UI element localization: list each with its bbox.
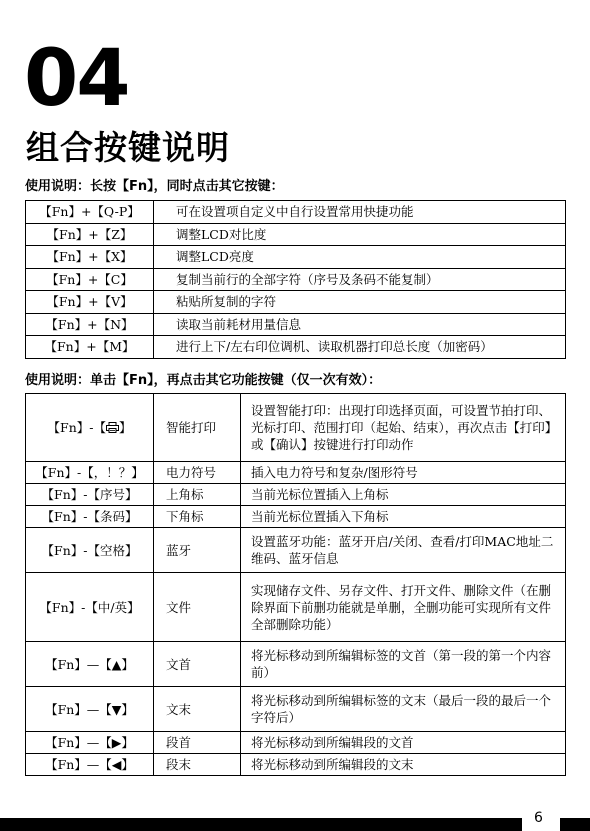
footer-bar-right <box>560 818 590 831</box>
table-row <box>26 484 566 506</box>
key-combo: 【Fn】+【X】 <box>26 246 154 269</box>
table-row <box>26 201 566 224</box>
function-name: 文首 <box>154 642 241 687</box>
key-description: 复制当前行的全部字符（序号及条码不能复制） <box>154 268 566 291</box>
key-description: 进行上下/左右印位调机、读取机器打印总长度（加密码） <box>154 336 566 359</box>
table-row <box>26 268 566 291</box>
key-combo <box>26 394 154 462</box>
key-prefix: 【Fn】-【 <box>47 420 106 435</box>
table-row <box>26 313 566 336</box>
key-combo: 【Fn】+【V】 <box>26 291 154 314</box>
table-row <box>26 754 566 776</box>
function-description: 将光标移动到所编辑标签的文首（第一段的第一个内容前） <box>241 642 566 687</box>
key-combo: 【Fn】-【序号】 <box>26 484 154 506</box>
function-description: 将光标移动到所编辑段的文末 <box>241 754 566 776</box>
function-name: 段首 <box>154 732 241 754</box>
function-description: 设置智能打印：出现打印选择页面，可设置节拍打印、光标打印、范围打印（起始、结束），再次点击【打印】或【确认】按键进行打印动作 <box>241 394 566 462</box>
key-description: 粘贴所复制的字符 <box>154 291 566 314</box>
function-name: 智能打印 <box>154 394 241 462</box>
table-row <box>26 462 566 484</box>
table-row <box>26 291 566 314</box>
function-name: 电力符号 <box>154 462 241 484</box>
function-description: 当前光标位置插入下角标 <box>241 506 566 528</box>
table-row <box>26 336 566 359</box>
key-combo: 【Fn】-【条码】 <box>26 506 154 528</box>
key-description: 读取当前耗材用量信息 <box>154 313 566 336</box>
function-description: 当前光标位置插入上角标 <box>241 484 566 506</box>
function-name: 下角标 <box>154 506 241 528</box>
key-description: 调整LCD对比度 <box>154 223 566 246</box>
usage-note-long-press: 使用说明：长按【Fn】，同时点击其它按键： <box>25 179 284 194</box>
key-description: 调整LCD亮度 <box>154 246 566 269</box>
function-description: 设置蓝牙功能：蓝牙开启/关闭、查看/打印MAC地址二维码、蓝牙信息 <box>241 528 566 573</box>
key-suffix: 】 <box>118 420 132 435</box>
key-combo: 【Fn】+【M】 <box>26 336 154 359</box>
key-combo: 【Fn】—【▲】 <box>26 642 154 687</box>
long-press-shortcut-table <box>25 200 566 359</box>
function-description: 将光标移动到所编辑段的文首 <box>241 732 566 754</box>
key-combo: 【Fn】+【Z】 <box>26 223 154 246</box>
function-description: 插入电力符号和复杂/图形符号 <box>241 462 566 484</box>
printer-icon <box>106 420 119 431</box>
key-combo: 【Fn】+【Q-P】 <box>26 201 154 224</box>
key-combo: 【Fn】-【中/英】 <box>26 573 154 642</box>
fn-function-table <box>25 393 566 776</box>
function-name: 上角标 <box>154 484 241 506</box>
table-row <box>26 573 566 642</box>
function-name: 文末 <box>154 687 241 732</box>
table-row <box>26 246 566 269</box>
function-name: 段末 <box>154 754 241 776</box>
function-name: 文件 <box>154 573 241 642</box>
table-row <box>26 223 566 246</box>
key-combo: 【Fn】+【C】 <box>26 268 154 291</box>
key-combo: 【Fn】+【N】 <box>26 313 154 336</box>
footer-bar <box>0 818 522 831</box>
page-title: 组合按键说明 <box>26 128 230 167</box>
function-description: 实现储存文件、另存文件、打开文件、删除文件（在删除界面下前删功能就是单删，全删功能可实现所有文件全部删除功能） <box>241 573 566 642</box>
table-row <box>26 687 566 732</box>
table-row <box>26 732 566 754</box>
table-row <box>26 528 566 573</box>
key-combo: 【Fn】—【◀】 <box>26 754 154 776</box>
function-name: 蓝牙 <box>154 528 241 573</box>
key-combo: 【Fn】—【▼】 <box>26 687 154 732</box>
usage-note-single-press: 使用说明：单击【Fn】，再点击其它功能按键（仅一次有效）： <box>25 373 382 388</box>
table-row <box>26 642 566 687</box>
function-description: 将光标移动到所编辑标签的文末（最后一段的最后一个字符后） <box>241 687 566 732</box>
key-description: 可在设置项自定义中自行设置常用快捷功能 <box>154 201 566 224</box>
key-combo: 【Fn】-【，！？】 <box>26 462 154 484</box>
chapter-number: 04 <box>24 34 129 124</box>
key-combo: 【Fn】—【▶】 <box>26 732 154 754</box>
table-row <box>26 394 566 462</box>
page-number: 6 <box>534 810 543 826</box>
key-combo: 【Fn】-【空格】 <box>26 528 154 573</box>
table-row <box>26 506 566 528</box>
